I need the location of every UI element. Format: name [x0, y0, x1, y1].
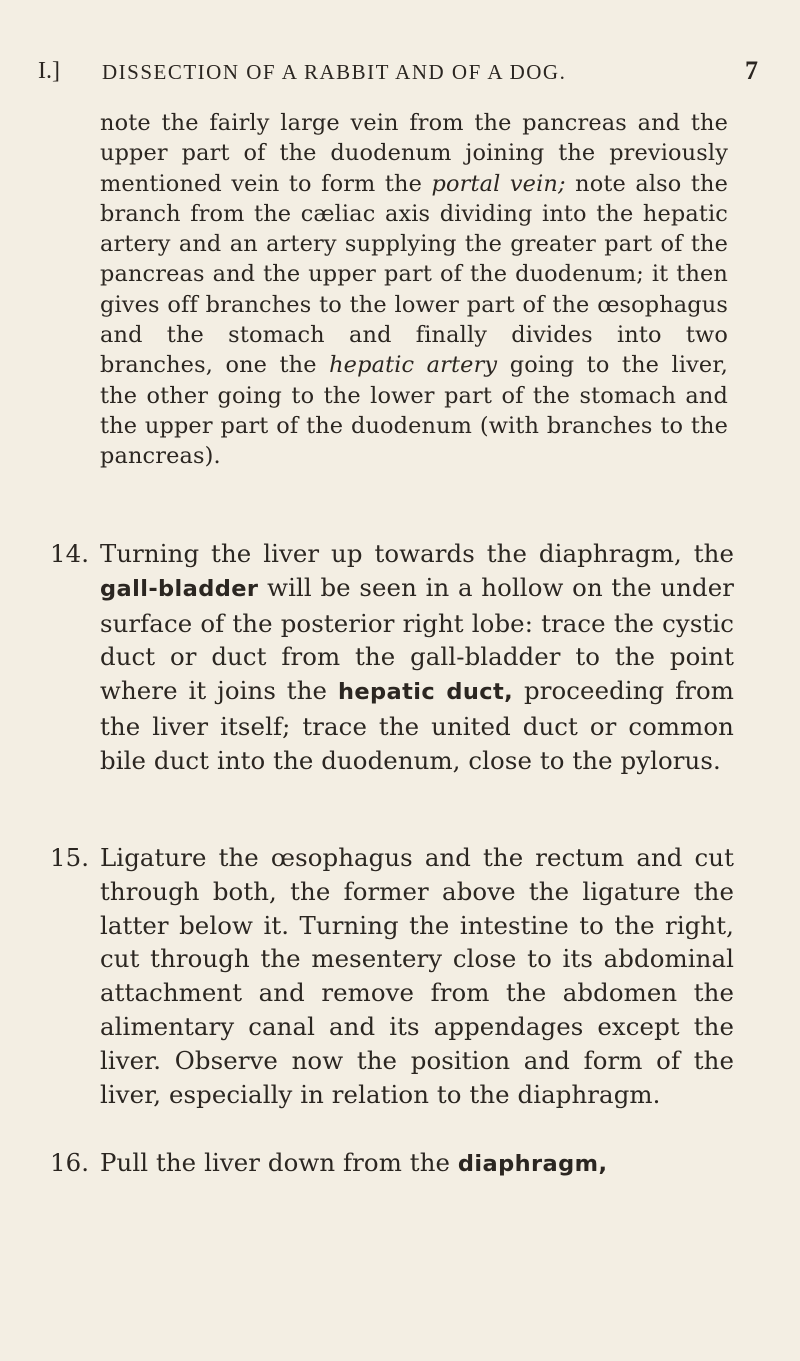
continuation-paragraph: [100, 108, 728, 472]
bold-term: hepatic duct,: [337, 679, 514, 706]
page-header: [38, 58, 762, 92]
running-title: DISSECTION OF A RABBIT AND OF A DOG.: [102, 60, 567, 84]
text-run: going to the liver, the other going to the lower part of the stomach and the upper part of the duodenum (with branches to the pancreas).: [100, 352, 728, 470]
italic-term: portal vein;: [431, 170, 566, 197]
italic-term: hepatic artery: [329, 352, 498, 379]
page-number: 7: [745, 56, 758, 85]
numbered-item-15: [50, 841, 734, 1111]
text-run: Turning the liver up towards the diaphragm, the: [100, 539, 734, 568]
text-run: proceeding from the liver itself; trace the united duct or common bile duct into the duodenum, close to the pylorus.: [100, 676, 735, 775]
text-run: Pull the liver down from the: [100, 1148, 458, 1177]
numbered-item-14: [50, 537, 734, 778]
item-text: [100, 537, 734, 778]
text-run: note the fairly large vein from the pancreas and the upper part of the duodenum joining the previously mentioned vein to form the: [100, 110, 728, 197]
item-number: 14.: [50, 539, 90, 568]
item-number: 15.: [50, 843, 90, 872]
item-text: Ligature the œsophagus and the rectum and cut through both, the former above the ligature the latter below it. Turning the intestine to the right, cut through the mesentery close to its abdominal attachment and remove from the abdomen the alimentary canal and its appendages except the liver. Observe now the position and form of the liver, especially in relation to the diaphragm.: [100, 843, 734, 1109]
numbered-item-16: [50, 1146, 734, 1182]
bold-term: diaphragm,: [457, 1151, 608, 1177]
bold-term: gall-bladder: [100, 575, 259, 602]
chapter-marker: I.]: [38, 58, 60, 84]
item-number: 16.: [50, 1148, 90, 1177]
text-run: will be seen in a hollow on the under surface of the posterior right lobe: trace the cystic duct or duct from the gall-bladder to the point where it joins the: [100, 572, 734, 706]
item-text: [100, 1146, 734, 1182]
text-run: note also the branch from the cæliac axis dividing into the hepatic artery and an artery supplying the greater part of the pancreas and the upper part of the duodenum; it then gives off branches to the lower part of the œsophagus and the stomach and finally divides into two branches, one the: [100, 170, 729, 379]
